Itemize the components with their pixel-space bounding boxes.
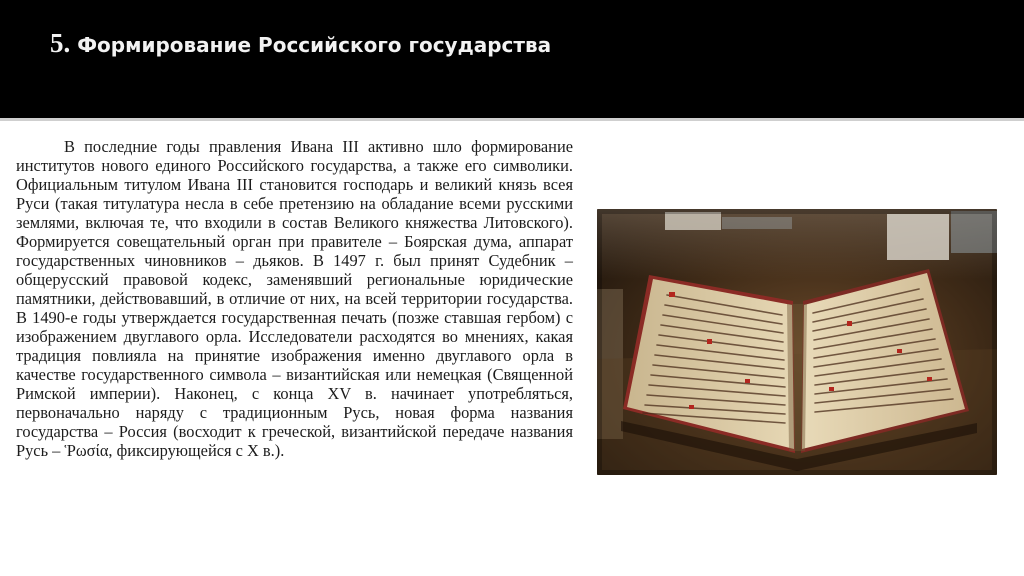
body-text-block [16,137,573,559]
body-paragraph: В последние годы правления Ивана III активно шло формирование институтов нового единого Российского государства, а также его символики. Официальным титулом Ивана III становится господарь и великий князь всея Руси (такая титулатура несла в себе претензию на обладание всеми русскими землями, включая те, что входили в состав Великого княжества Литовского). Формируется совещательный орган при правителе – Боярская дума, аппарат государственных чиновников – дьяков. В 1497 г. был принят Судебник – общерусский правовой кодекс, заменявший региональные юридические памятники, действовавший, в отличие от них, на всей территории государства. В 1490-е годы утверждается государственная печать (позже ставшая гербом) с изображением двуглавого орла. Исследователи расходятся во мнениях, какая традиция повлияла на принятие изображения именно двуглавого орла в качестве государственного символа – византийская или немецкая (Священной Римской империи). Наконец, с конца XV в. начинает употребляться, первоначально наряду с традиционным Русь, новая форма названия государства – Россия (восходит к греческой, византийской передаче названия Русь – Ῥωσία, фиксирующейся с X в.). [16,137,573,460]
title-number: 5. [50,28,71,58]
title-divider [0,118,1024,121]
title-bar [0,0,1024,118]
slide-title [50,28,551,59]
title-text: Формирование Российского государства [77,33,552,57]
manuscript-photo [597,209,997,475]
